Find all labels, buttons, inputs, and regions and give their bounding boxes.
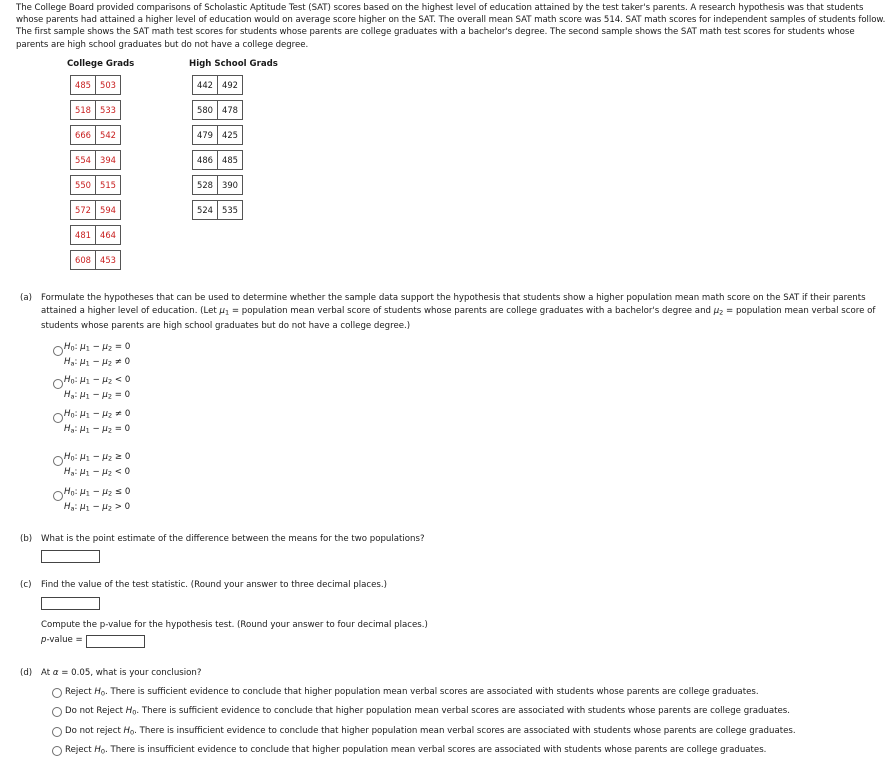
table-cell: 425 [218, 126, 243, 145]
conclusion-option-text: Reject $H_0$. There is insufficient evidence to conclude that higher population mean verbal scores are associated with students whose parents are college graduates. [65, 745, 767, 756]
table-cell: 478 [218, 101, 243, 120]
table-cell: 580 [193, 101, 218, 120]
hypothesis-option-radio[interactable] [53, 346, 63, 356]
part-a-line-1: Formulate the hypotheses that can be used to determine whether the sample data support the hypothesis that students show a higher population mean math score on the SAT if their parents [41, 293, 866, 303]
table-row [193, 176, 243, 195]
hypothesis-option-radio[interactable] [53, 456, 63, 466]
table-row [193, 151, 243, 170]
part-d-question: At α = 0.05, what is your conclusion? [41, 668, 202, 678]
table-cell: 486 [193, 151, 218, 170]
table-row [193, 76, 243, 95]
hypothesis-option-text: $H_0$: $\mu_1 - \mu_2 \ne 0$ $H_a$: $\mu_1 - \mu_2 = 0$ [64, 409, 131, 434]
table-cell: 524 [193, 201, 218, 220]
table-cell: 542 [96, 126, 121, 145]
part-a-question [41, 292, 891, 333]
table-cell: 666 [71, 126, 96, 145]
hypothesis-option-text: $H_0$: $\mu_1 - \mu_2 < 0$ $H_a$: $\mu_1 - \mu_2 = 0$ [64, 375, 131, 400]
pvalue-input[interactable] [86, 635, 145, 648]
table-cell: 515 [96, 176, 121, 195]
table-cell: 535 [218, 201, 243, 220]
table-cell: 492 [218, 76, 243, 95]
table-row [71, 201, 121, 220]
problem-intro: The College Board provided comparisons of Scholastic Aptitude Test (SAT) scores based on the highest level of education attained by the test taker's parents. A research hypothesis was that students whose parents had attained a higher level of education would on average score higher on the SAT. The overall mean SAT math score was 514. SAT math scores for independent samples of students follow. The first sample shows the SAT math test scores for students whose parents are college graduates with a bachelor's degree. The second sample shows the SAT math test scores for students whose parents are high school graduates but do not have a college degree. [16, 3, 886, 50]
table-cell: 533 [96, 101, 121, 120]
hs-grads-header: High School Grads [189, 59, 278, 69]
table-cell: 481 [71, 226, 96, 245]
part-c-question: Find the value of the test statistic. (Round your answer to three decimal places.) [41, 580, 387, 590]
conclusion-option-radio[interactable] [52, 688, 62, 698]
table-cell: 479 [193, 126, 218, 145]
test-statistic-input[interactable] [41, 597, 100, 610]
hypothesis-option-radio[interactable] [53, 491, 63, 501]
table-cell: 550 [71, 176, 96, 195]
conclusion-option-radio[interactable] [52, 707, 62, 717]
college-grads-header: College Grads [67, 59, 135, 69]
table-row [71, 76, 121, 95]
table-cell: 390 [218, 176, 243, 195]
table-cell: 485 [71, 76, 96, 95]
college-grads-table [70, 75, 121, 270]
table-row [193, 101, 243, 120]
table-cell: 554 [71, 151, 96, 170]
hypothesis-option-text: $H_0$: $\mu_1 - \mu_2 \le 0$ $H_a$: $\mu_1 - \mu_2 > 0$ [64, 487, 131, 512]
table-cell: 442 [193, 76, 218, 95]
table-row [71, 151, 121, 170]
hypothesis-option-radio[interactable] [53, 413, 63, 423]
part-b-label: (b) [20, 534, 33, 544]
table-row [71, 251, 121, 270]
conclusion-option-text: Do not reject $H_0$. There is insufficient evidence to conclude that higher population mean verbal scores are associated with students whose parents are college graduates. [65, 726, 796, 737]
hypothesis-option-radio[interactable] [53, 379, 63, 389]
table-row [71, 126, 121, 145]
pvalue-question: Compute the p-value for the hypothesis test. (Round your answer to four decimal places.) [41, 620, 428, 630]
point-estimate-input[interactable] [41, 550, 100, 563]
part-a-label: (a) [20, 293, 32, 303]
table-cell: 572 [71, 201, 96, 220]
table-cell: 503 [96, 76, 121, 95]
table-cell: 485 [218, 151, 243, 170]
conclusion-option-radio[interactable] [52, 727, 62, 737]
part-a-line-2: attained a higher level of education. (Let $\mu_1$ = population mean verbal score of students whose parents are college graduates with a bachelor's degree and $\mu_2$ = population mean verbal score of [41, 306, 876, 317]
part-a-line-3: students whose parents are high school graduates but do not have a college degree.) [41, 321, 411, 332]
part-d-label: (d) [20, 668, 33, 678]
conclusion-option-radio[interactable] [52, 746, 62, 756]
conclusion-option-text: Do not Reject $H_0$. There is sufficient evidence to conclude that higher population mean verbal scores are associated with students whose parents are college graduates. [65, 706, 790, 717]
table-cell: 608 [71, 251, 96, 270]
part-b-question: What is the point estimate of the difference between the means for the two populations? [41, 534, 425, 544]
table-cell: 394 [96, 151, 121, 170]
table-cell: 594 [96, 201, 121, 220]
table-row [193, 201, 243, 220]
hs-grads-table [192, 75, 243, 220]
table-row [71, 101, 121, 120]
table-cell: 518 [71, 101, 96, 120]
table-cell: 528 [193, 176, 218, 195]
conclusion-option-text: Reject $H_0$. There is sufficient evidence to conclude that higher population mean verbal scores are associated with students whose parents are college graduates. [65, 687, 759, 698]
table-row [71, 226, 121, 245]
hypothesis-option-text: $H_0$: $\mu_1 - \mu_2 = 0$ $H_a$: $\mu_1 - \mu_2 \ne 0$ [64, 342, 131, 367]
table-row [71, 176, 121, 195]
table-cell: 453 [96, 251, 121, 270]
part-c-label: (c) [20, 580, 32, 590]
table-cell: 464 [96, 226, 121, 245]
table-row [193, 126, 243, 145]
hypothesis-option-text: $H_0$: $\mu_1 - \mu_2 \ge 0$ $H_a$: $\mu_1 - \mu_2 < 0$ [64, 452, 131, 477]
pvalue-label: p-value = [41, 635, 83, 645]
